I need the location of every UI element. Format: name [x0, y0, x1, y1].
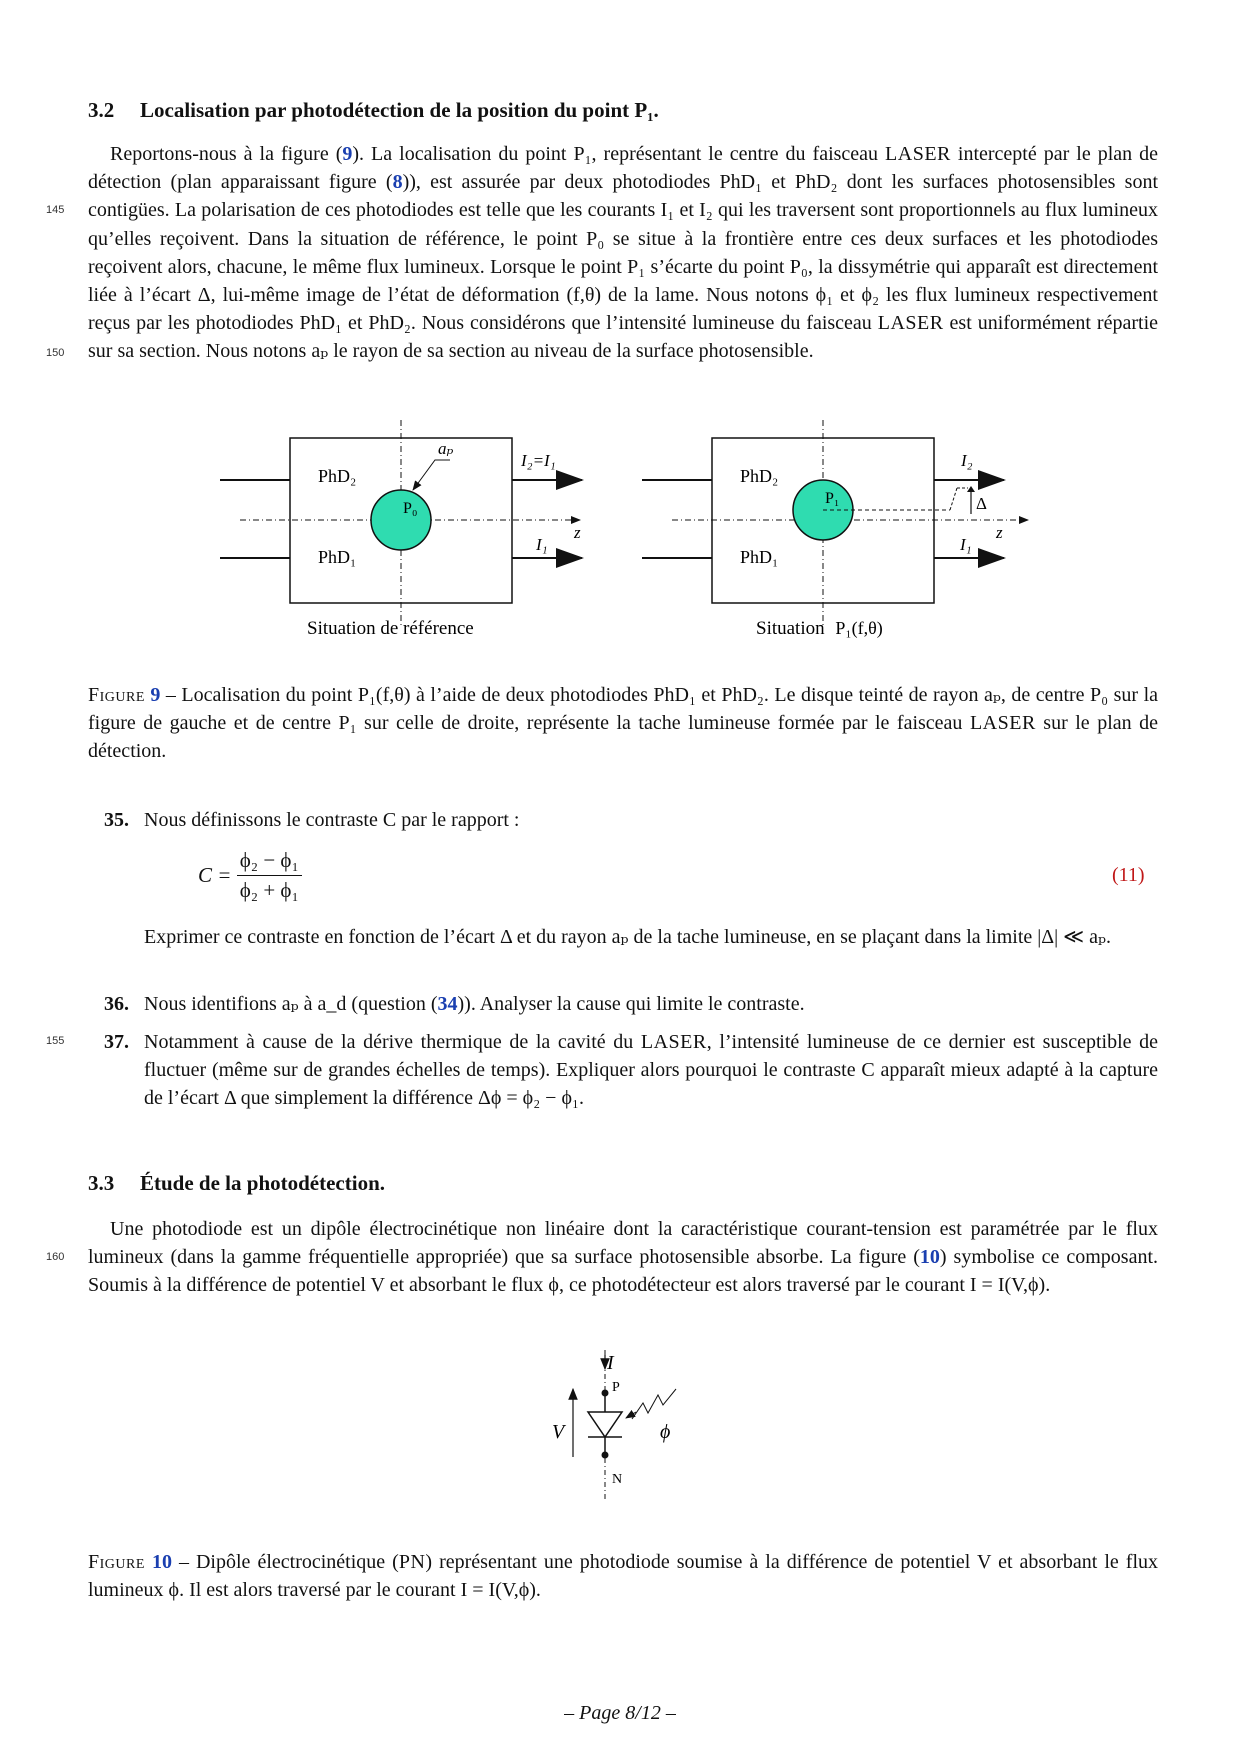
i1-label: I₁ — [536, 535, 548, 554]
text: )), est assurée par deux photodiodes PhD₁ et PhD₂ dont les surfaces photosensibles sont contigües. La polarisation de ces photodiodes est telle que les courants I₁ et I₂ qui les traversent sont proportionnels au flux lumineux qu’elles reçoivent. Dans la situation de référence, le point P₀ se situe à la frontière entre ces deux surfaces et les photodiodes reçoivent alors, chacune, le même flux lumineux. Lorsque le point P₁ s’écarte du point P₀, la dissymétrie qui apparaît est directement liée à l’écart Δ, lui-même image de l’état de déformation (f,θ) de la lame. Nous notons ϕ₁ et ϕ₂ les flux lumineux respectivement reçus par les photodiodes PhD₁ et PhD₂. Nous considérons que l’intensité lumineuse du faisceau — [88, 171, 1158, 335]
question-number: 37. — [104, 1031, 129, 1053]
figure-10-link[interactable]: 10 — [919, 1246, 940, 1269]
text: est uniformément répartie sur sa section. Nous notons aₚ le rayon de sa section au niveau de la surface photosensible. — [88, 312, 1158, 363]
figure-9-link[interactable]: 9 — [342, 143, 353, 165]
displaced-situation-label: Situation P₁(f,θ) — [756, 618, 883, 639]
text: ) symbolise ce composant. Soumis à la différence de potentiel V et absorbant le flux ϕ, ce photodétecteur est alors traversé par le courant I = I(V,ϕ). — [88, 1246, 1158, 1297]
caption-text: sur le plan de détection. — [88, 712, 1159, 763]
line-number: 145 — [46, 204, 65, 216]
i2-label: I₂ — [961, 451, 973, 470]
z-axis-label: z — [996, 523, 1003, 542]
figure-10-photodiode-symbol — [540, 1345, 710, 1505]
p0-label: P₀ — [403, 500, 418, 517]
question-text: Notamment à cause de la dérive thermique de la cavité du — [144, 1031, 641, 1053]
ap-label: aₚ — [438, 439, 454, 458]
phd2-label: PhD₂ — [318, 466, 357, 486]
text: ). La localisation du point P₁, représentant le centre du faisceau — [352, 143, 886, 165]
line-number: 160 — [46, 1251, 65, 1263]
paragraph-localisation — [88, 140, 1158, 366]
question-text: , l’intensité lumineuse de ce dernier est susceptible de fluctuer (même sur de grandes échelles de temps). Expliquer alors pourquoi le contraste C apparaît mieux adapté à la capture de l’écart Δ que simplement la différence Δϕ = ϕ₂ − ϕ₁. — [144, 1031, 1158, 1110]
p1-label: P₁ — [825, 490, 840, 507]
caption-number: 9 — [150, 684, 161, 706]
section-heading-3-3 — [88, 1171, 385, 1196]
text: Une photodiode est un dipôle électrocinétique non linéaire dont la caractéristique courant-tension est paramétrée par le flux lumineux (dans la gamme fréquentielle appropriée) que sa surface photosensible absorbe. La figure ( — [88, 1218, 1158, 1269]
question-34-link[interactable]: 34 — [437, 993, 458, 1015]
laser-term: LASER — [640, 1031, 707, 1053]
question-number: 35. — [104, 809, 129, 831]
p-terminal-label: P — [612, 1380, 620, 1395]
equation-tag[interactable]: (11) — [1112, 864, 1145, 886]
current-label: I — [607, 1352, 614, 1374]
phd1-label: PhD₁ — [318, 547, 357, 567]
line-number: 150 — [46, 347, 65, 359]
text: Reportons-nous à la figure ( — [110, 143, 343, 165]
flux-label: ϕ — [660, 1421, 671, 1443]
paragraph-photodetection — [88, 1215, 1158, 1300]
question-text: )). Analyser la cause qui limite le contraste. — [457, 993, 805, 1015]
fraction-numerator: ϕ₂ − ϕ₁ — [237, 848, 302, 876]
caption-label: Figure — [88, 684, 145, 706]
question-text: Nous identifions aₚ à a_d (question ( — [144, 993, 438, 1015]
figure-9-caption — [88, 681, 1158, 766]
reference-situation-label: Situation de référence — [307, 618, 474, 639]
question-36 — [104, 990, 1158, 1018]
section-title: Localisation par photodétection de la position du point P₁. — [140, 98, 659, 122]
figure-9-diagram — [210, 410, 1030, 650]
figure-8-link[interactable]: 8 — [392, 171, 403, 194]
phd1-label: PhD₁ — [740, 547, 779, 567]
n-terminal-label: N — [612, 1472, 623, 1487]
z-axis-label: z — [574, 523, 581, 542]
question-number: 36. — [104, 993, 129, 1015]
question-37 — [104, 1028, 1158, 1113]
caption-text: – Localisation du point P₁(f,θ) à l’aide de deux photodiodes PhD₁ et PhD₂. Le disque teinté de rayon aₚ, de centre P₀ sur la figure de gauche et de centre P₁ sur celle de droite, représente la tache lumineuse formée par le faisceau — [88, 684, 1159, 735]
section-heading-3-2 — [88, 98, 659, 123]
fraction-denominator: ϕ₂ + ϕ₁ — [239, 878, 299, 902]
caption-text: ) représentant une photodiode soumise à la différence de potentiel V et absorbant le flux lumineux ϕ. Il est alors traversé par le courant I = I(V,ϕ). — [88, 1551, 1158, 1602]
laser-term: LASER — [969, 712, 1036, 735]
caption-label: Figure — [88, 1551, 145, 1573]
line-number: 155 — [46, 1035, 65, 1047]
page-footer: – Page 8/12 – — [564, 1702, 676, 1724]
light-zigzag-icon — [632, 1389, 676, 1419]
text: intercepté par le plan de détection (plan apparaissant figure ( — [88, 143, 1158, 194]
laser-term: LASER — [885, 143, 951, 165]
pn-term: PN — [398, 1551, 426, 1573]
section-title: Étude de la photodétection. — [140, 1171, 386, 1195]
voltage-label: V — [552, 1421, 565, 1443]
phd2-label: PhD₂ — [740, 466, 779, 486]
diode-triangle — [588, 1412, 622, 1437]
i1-label: I₁ — [960, 535, 972, 554]
question-35 — [104, 806, 1158, 834]
i2-eq-i1-label: I₂=I₁ — [521, 451, 556, 470]
figure-9-right-panel — [642, 420, 1028, 639]
question-text: Nous définissons le contraste C par le rapport : — [144, 809, 520, 831]
light-spot-disk — [371, 490, 431, 550]
figure-10-caption — [88, 1548, 1158, 1604]
equation-lhs: C = — [198, 863, 232, 887]
section-number: 3.2 — [88, 98, 115, 122]
equation-11 — [198, 848, 302, 903]
section-number: 3.3 — [88, 1171, 115, 1195]
caption-number: 10 — [151, 1551, 172, 1573]
figure-9-left-panel — [220, 420, 582, 639]
delta-label: Δ — [976, 494, 987, 513]
question-text: Exprimer ce contraste en fonction de l’écart Δ et du rayon aₚ de la tache lumineuse, en se plaçant dans la limite |Δ| ≪ aₚ. — [144, 926, 1111, 948]
caption-text: – Dipôle électrocinétique ( — [171, 1551, 399, 1573]
question-35-instruction — [104, 923, 1158, 951]
laser-term: LASER — [877, 312, 944, 335]
contrast-fraction — [237, 848, 302, 903]
